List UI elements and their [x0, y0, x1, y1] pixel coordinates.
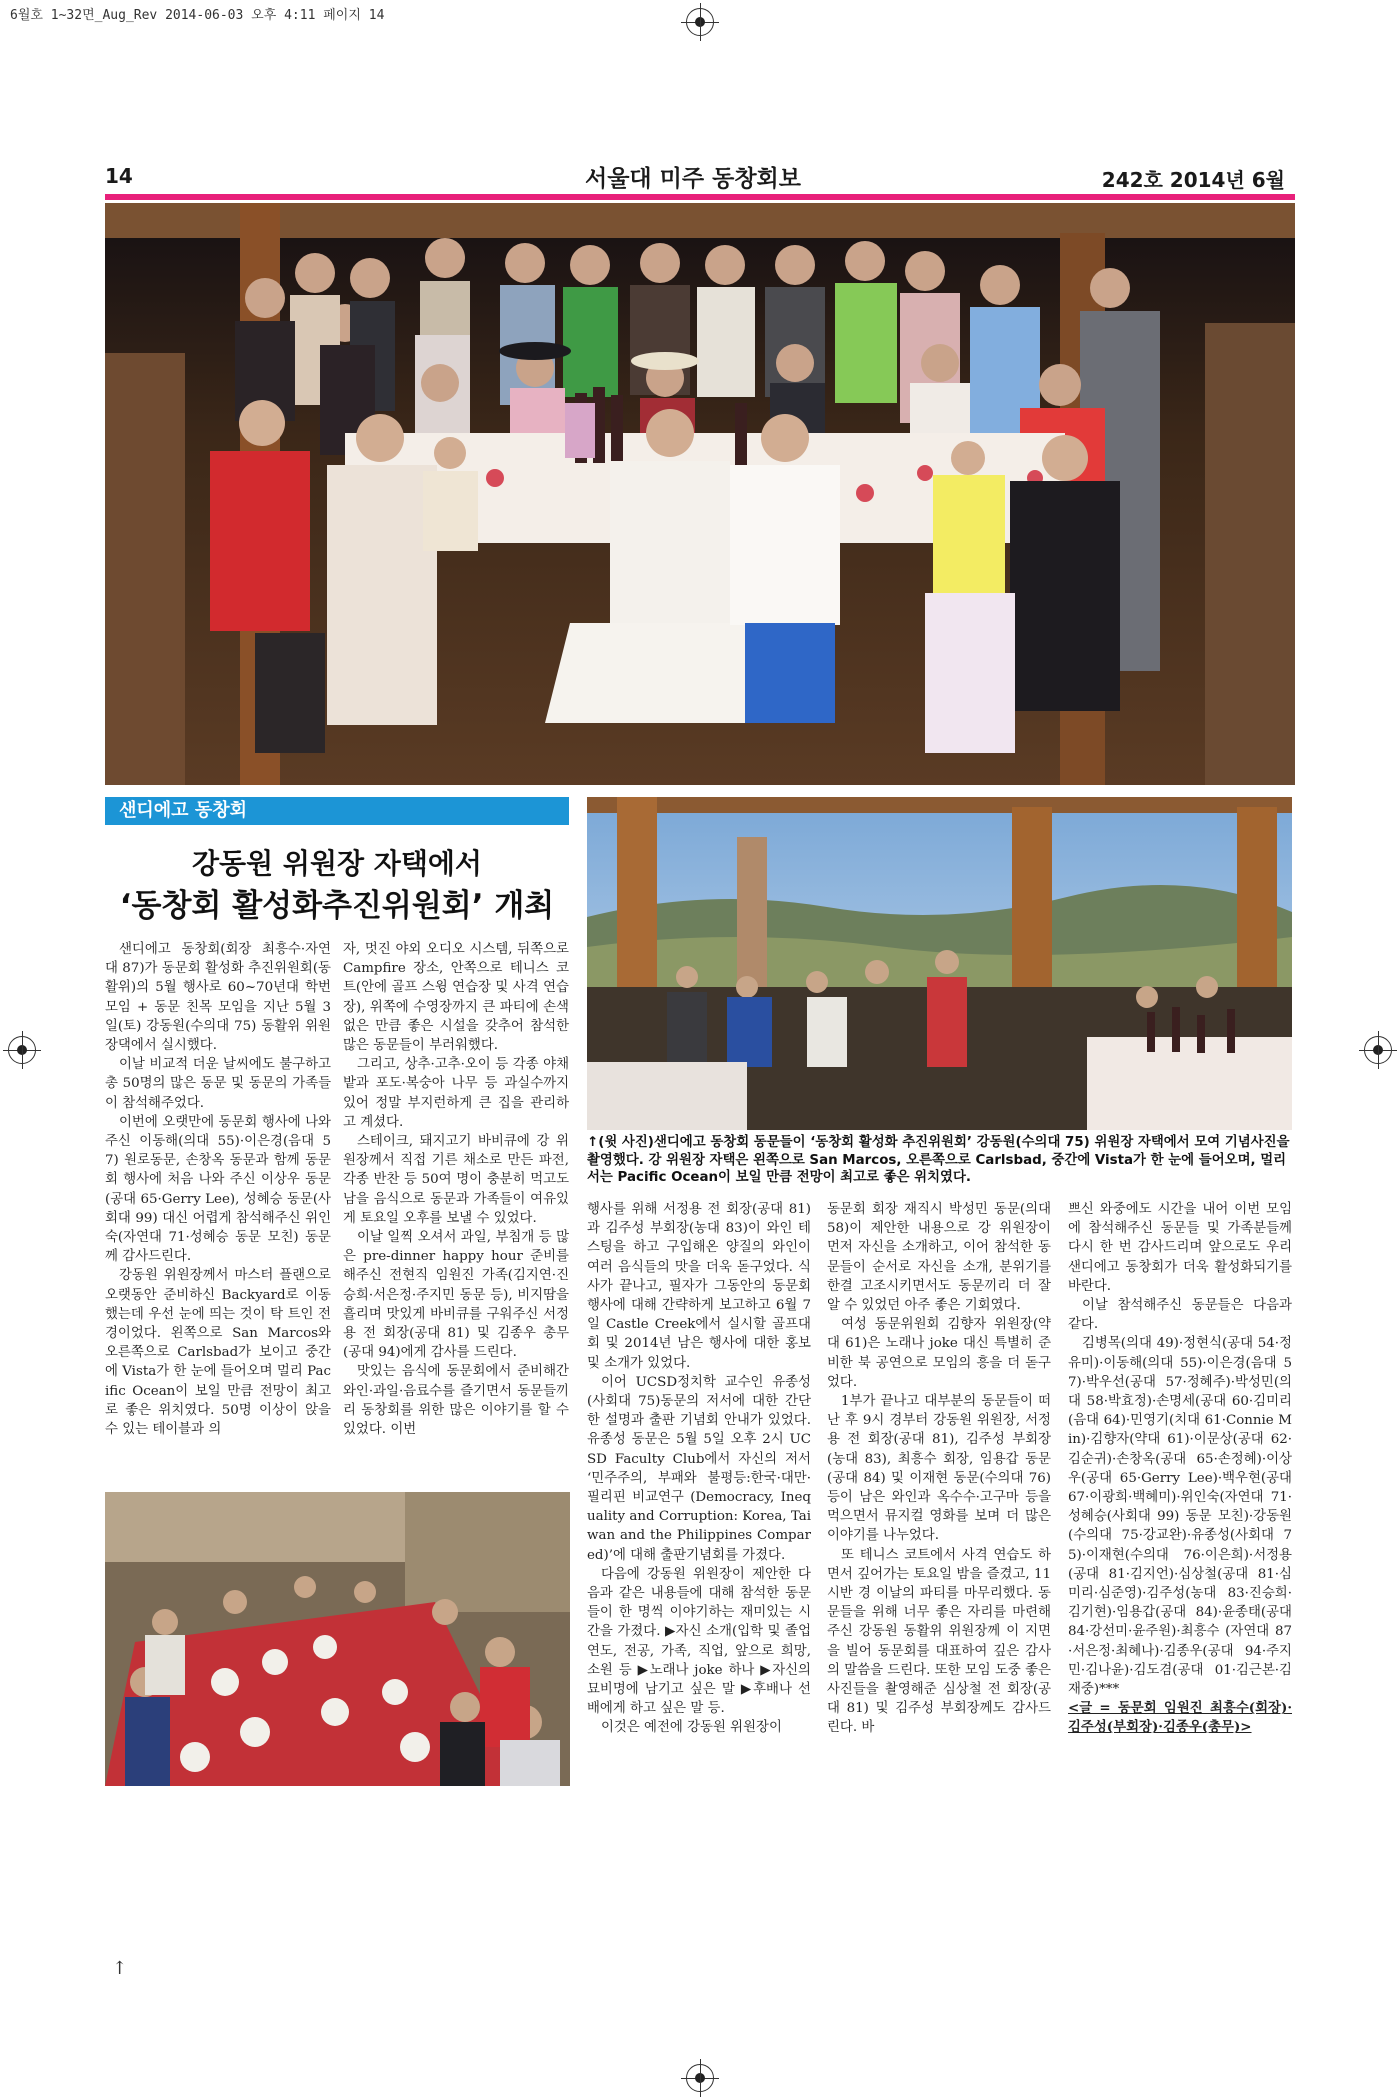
paragraph: 1부가 끝나고 대부분의 동문들이 떠난 후 9시 경부터 강동원 위원장, 서정용 전 회장(공대 81), 김주성 부회장(농대 83), 최흥수 회장, 임용갑 동문(공대 84) 및 이재현 동문(수의대 76) 등이 남은 와인과 옥수수·고구마 등을 먹으면서 뮤지컬 영화를 보며 더 많은 이야기를 나누었다. [827, 1394, 1051, 1544]
article-signature: <글 = 동문회 임원진 최흥수(회장)·김주성(부회장)·김종우(총무)> [1068, 1700, 1292, 1736]
headline-line-1: 강동원 위원장 자택에서 [192, 847, 482, 880]
paragraph: 여성 동문위원회 김향자 위원장(약대 61)은 노래나 joke 대신 특별히 준비한 북 공연으로 모임의 흥을 더 돋구었다. [827, 1317, 1051, 1390]
paragraph: 이날 일찍 오셔서 과일, 부침개 등 많은 pre-dinner happy hour 준비를 해주신 전현직 임원진 가족(김지연·진승희·서은정·주지민 동문 등), 비지땀을 흘리며 맛있게 바비큐를 구워주신 서정용 전 회장(공대 81) 및 김종우 총무(공대 94)에게 감사를 드린다. [343, 1230, 569, 1361]
paragraph: 강동원 위원장께서 마스터 플랜으로 오랫동안 준비하신 Backyard로 이동했는데 우선 눈에 띄는 것이 탁 트인 전경이었다. 왼쪽으로 San Marcos와 오른쪽으로 Carlsbad가 보이고 중간에 Vista가 한 눈에 들어오며 멀리 Pacific Ocean이 보일 만큼 전망이 최고로 좋은 위치였다. 50명 이상이 앉을 수 있는 테이블과 의 [105, 1268, 331, 1438]
paragraph: 스테이크, 돼지고기 바비큐에 강 위원장께서 직접 기른 채소로 만든 파전, 각종 반찬 등 50여 명이 충분히 먹고도 남을 음식으로 동문과 가족들이 여유있게 토요일 오후를 보낼 수 있었다. [343, 1134, 569, 1226]
group-photo [105, 203, 1295, 785]
paragraph: 동문회 회장 재직시 박성민 동문(의대 58)이 제안한 내용으로 강 위원장이 먼저 자신을 소개하고, 이어 참석한 동문들이 순서로 자신을 소개, 분위기를 한결 고조시키면서도 동문끼리 더 잘 알 수 있었던 아주 좋은 기회였다. [827, 1202, 1051, 1314]
paragraph: 이날 참석해주신 동문들은 다음과 같다. [1068, 1298, 1292, 1333]
paragraph: 또 테니스 코트에서 사격 연습도 하면서 깊어가는 토요일 밤을 즐겼고, 11시반 경 이날의 파티를 마무리했다. 동문들을 위해 너무 좋은 자리를 마련해 주신 강동원 동활위 위원장께 이 지면을 빌어 동문회를 대표하여 깊은 감사의 말씀을 드린다. 또한 모임 도중 좋은 사진들을 촬영해준 심상철 전 회장(공대 81) 및 김주성 부회장께도 감사드린다. 바 [827, 1547, 1051, 1736]
registration-mark-left [8, 1036, 36, 1064]
header-rule [105, 194, 1295, 200]
print-slug: 6월호 1~32면_Aug_Rev 2014-06-03 오후 4:11 페이지 14 [10, 8, 385, 23]
paragraph: 이것은 예전에 강동원 위원장이 [601, 1720, 782, 1736]
paragraph: 이번에 오랫만에 동문회 행사에 나와 주신 이동해(의대 55)·이은경(음대 57) 원로동문, 손창옥 동문과 함께 동문회 행사에 처음 나와 주신 이상우 동문(공대 65·Gerry Lee), 성혜승 동문(사회대 99) 대신 어렵게 참석해주신 위인숙(자연대 71·성혜승 동문 모친) 동문께 감사드린다. [105, 1114, 331, 1265]
paragraph: 다음에 강동원 위원장이 제안한 다음과 같은 내용들에 대해 참석한 동문들이 한 명씩 이야기하는 재미있는 시간을 가졌다. ▶자신 소개(입학 및 졸업연도, 전공, 가족, 직업, 앞으로 희망, 소원 등 ▶노래나 joke 하나 ▶자신의 묘비명에 남기고 싶은 말 ▶후배나 선배에게 하고 싶은 말 등. [587, 1566, 811, 1717]
dinner-photo [105, 1492, 570, 1786]
attendee-list: 김병목(의대 49)·정현식(공대 54·정유미)·이동해(의대 55)·이은경(음대 57)·박우선(공대 57·정혜주)·박성민(의대 58·박효정)·손명세(공대 60·김미리(음대 64)·민영기(치대 61·Connie Min)·김향자(약대 61)·이문상(공대 62·김순귀)·손창옥(공대 65·손정혜)·이상우(공대 65·Gerry Lee)·백우현(공대 67·이광희·백혜미)·위인숙(자연대 71·성혜승(사회대 99) 동문 모친)·강동원(수의대 75·강교완)·유종성(사회대 75)·이재현(수의대 76·이은희)·서정용(공대 81·김지언)·심상철(공대 81·심미리·심준영)·김주성(농대 83·진승희·김기현)·임용갑(공대 84)·윤종태(공대 84·강선미·윤주원)·최흥수 (자연대 87·서은정·최혜나)·김종우(공대 94·주지민·김나윤)·김도겸(공대 01·김근본·김재중)*** [1068, 1336, 1292, 1698]
paragraph: 맛있는 음식에 동문회에서 준비해간 와인·과일·음료수를 즐기면서 동문들끼리 동창회를 위한 많은 이야기를 할 수 있었다. 이번 [343, 1364, 569, 1438]
headline-line-2: ‘동창회 활성화추진위원회’ 개최 [119, 888, 555, 924]
paragraph: 그리고, 상추·고추·오이 등 각종 야채밭과 포도·복숭아 나무 등 과실수까지 있어 정말 부지런하게 큰 집을 관리하고 계셨다. [343, 1057, 569, 1130]
paragraph: 이어 UCSD정치학 교수인 유종성(사회대 75)동문의 저서에 대한 간단한 설명과 출판 기념회 안내가 있었다. 유종성 동문은 5월 5일 오후 2시 UCSD Faculty Club에서 자신의 저서 ‘민주주의, 부패와 불평등:한국·대만·필리핀 비교연구 (Democracy, Inequality and Corruption: Korea, Taiwan and the Philippines Compared)’에 대해 출판기념회를 가졌다. [587, 1374, 811, 1563]
publication-title: 서울대 미주 동창회보 [585, 166, 801, 192]
issue-label: 242호 2014년 6월 [1101, 168, 1285, 192]
registration-mark-top [686, 8, 714, 36]
section-tag: 샌디에고 동창회 [105, 797, 569, 825]
paragraph: 행사를 위해 서정용 전 회장(공대 81)과 김주성 부회장(농대 83)이 와인 테스팅을 하고 구입해온 양질의 와인이 여러 음식들의 맛을 더욱 돋구었다. 식사가 끝나고, 필자가 그동안의 동문회 행사에 대해 간략하게 보고하고 6월 7일 Castle Creek에서 실시할 골프대회 및 2014년 남은 행사에 대한 홍보 및 소개가 있었다. [587, 1202, 811, 1371]
article-column-2 [343, 940, 569, 1485]
article-column-3 [587, 1200, 811, 1790]
page-header [105, 160, 1295, 192]
article-column-4 [827, 1200, 1051, 1790]
registration-mark-bottom [686, 2064, 714, 2092]
paragraph: 샌디에고 동창회(회장 최흥수·자연대 87)가 동문회 활성화 추진위원회(동활위)의 5월 행사로 60~70년대 학번 모임 + 동문 친목 모임을 지난 5월 3일(토) 강동원(수의대 75) 동활위 위원장댁에서 실시했다. [105, 942, 331, 1054]
paragraph: 쁘신 와중에도 시간을 내어 이번 모임에 참석해주신 동문들 및 가족분들께 다시 한 번 감사드리며 앞으로도 우리 샌디에고 동창회가 더욱 활성화되기를 바란다. [1068, 1202, 1292, 1294]
paragraph: 이날 비교적 더운 날씨에도 불구하고 총 50명의 많은 동문 및 동문의 가족들이 참석해주었다. [105, 1057, 331, 1111]
paragraph: 자, 멋진 야외 오디오 시스템, 뒤쪽으로 Campfire 장소, 안쪽으로 테니스 코트(안에 골프 스윙 연습장 및 사격 연습장), 위쪽에 수영장까지 큰 파티에 손색없은 만큼 좋은 시설을 갖추어 참석한 많은 동문들이 부러워했다. [343, 942, 569, 1054]
page-number: 14 [105, 164, 133, 188]
article-column-1 [105, 940, 331, 1485]
photo-caption: ↑(윗 사진)샌디에고 동창회 동문들이 ‘동창회 활성화 추진위원회’ 강동원(수의대 75) 위원장 자택에서 모여 기념사진을 촬영했다. 강 위원장 자택은 왼쪽으로 San Marcos, 오른쪽으로 Carlsbad, 중간에 Vista가 한 눈에 들어오며, 멀리서는 Pacific Ocean이 보일 만큼 전망이 최고로 좋은 위치였다. [587, 1135, 1290, 1185]
registration-mark-right [1364, 1036, 1392, 1064]
article-column-5 [1068, 1200, 1292, 1790]
up-arrow-icon: ↑ [112, 1958, 128, 1979]
scenic-party-photo [587, 797, 1292, 1130]
